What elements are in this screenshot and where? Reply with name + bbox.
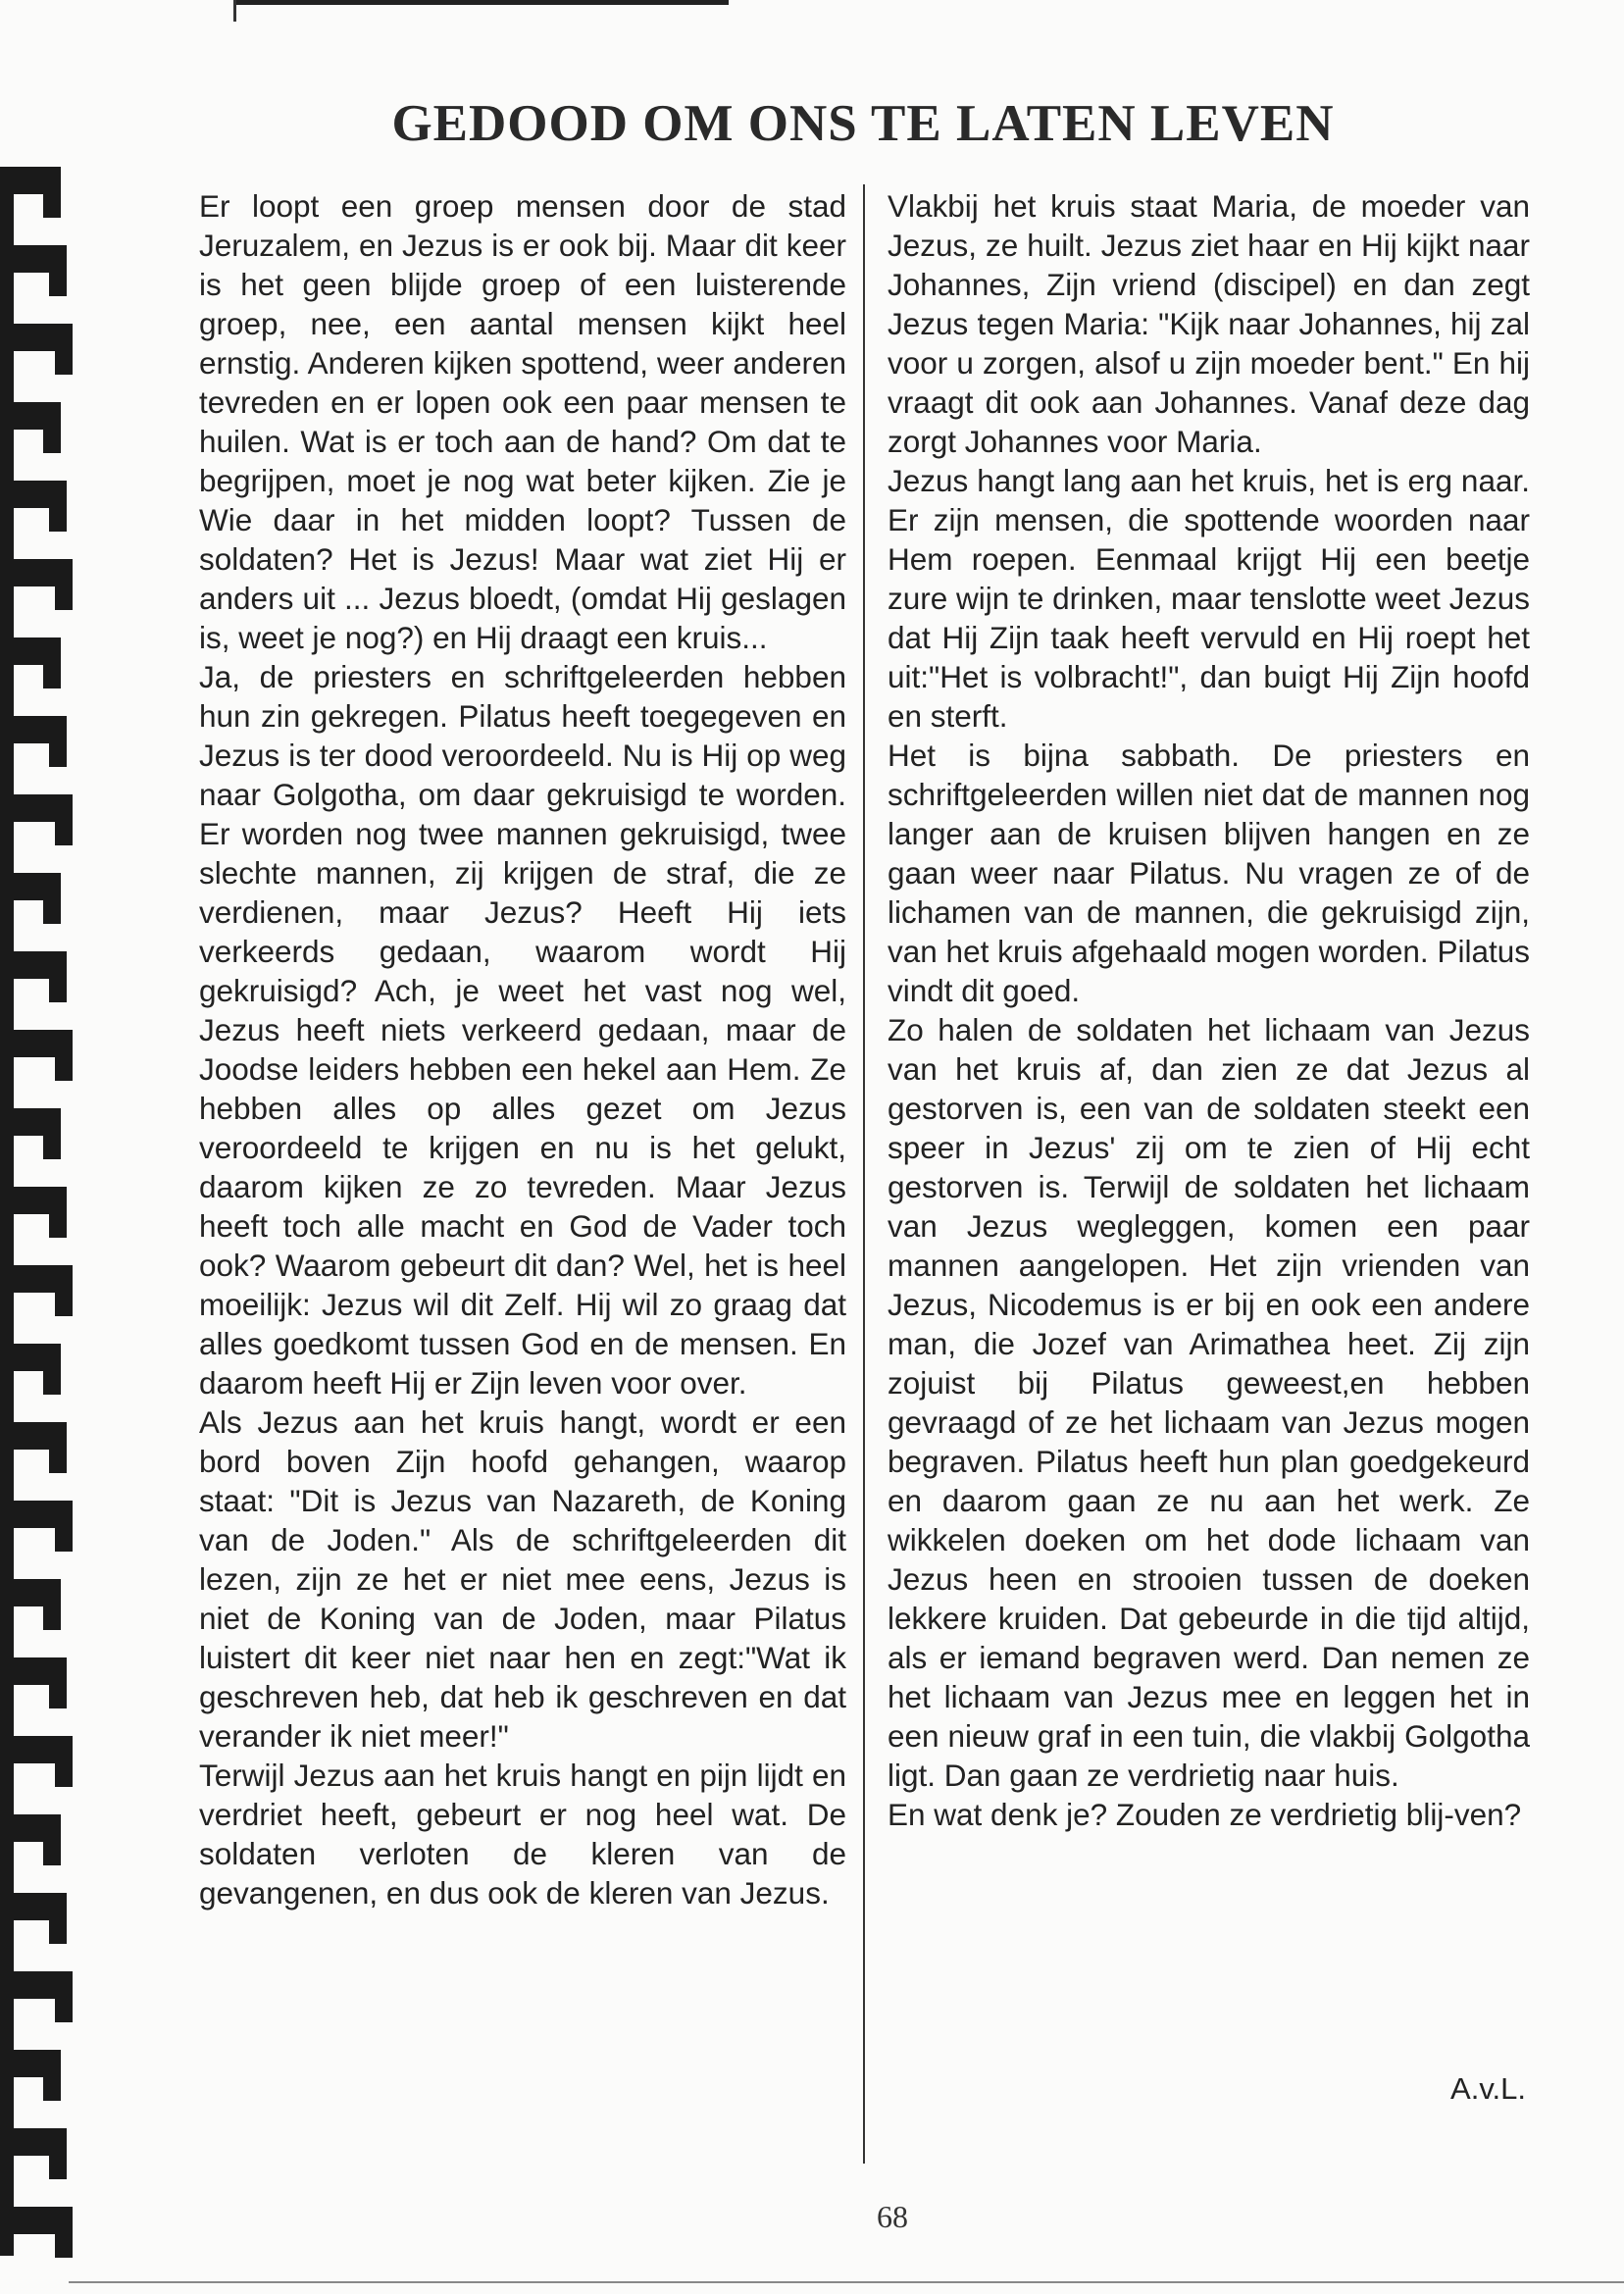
binding-tooth: [0, 245, 67, 273]
binding-tooth-notch: [43, 402, 61, 453]
binding-tooth: [0, 1893, 67, 1920]
binding-tooth: [0, 716, 67, 743]
binding-tooth-notch: [49, 1657, 67, 1708]
paragraph: Ja, de priesters en schriftgeleerden hebben hun zin gekregen. Pilatus heeft toegegeven en Jezus is ter dood veroordeeld. Nu is Hij op weg naar Golgotha, om daar gekruisigd te worden. Er worden nog twee mannen gekruisigd, twee slechte mannen, zij krijgen de straf, die ze verdienen, maar Jezus? Heeft Hij iets verkeerds gedaan, waarom wordt Hij gekruisigd? Ach, je weet het vast nog wel, Jezus heeft niets verkeerd gedaan, maar de Joodse leiders hebben een hekel aan Hem. Ze hebben alles op alles gezet om Jezus veroordeeld te krijgen en nu is het gelukt, daarom kijken ze zo tevreden. Maar Jezus heeft toch alle macht en God de Vader toch ook? Waarom gebeurt dit dan? Wel, het is heel moeilijk: Jezus wil dit Zelf. Hij wil zo graag dat alles goedkomt tussen God en de mensen. En daarom heeft Hij er Zijn leven voor over.: [199, 659, 846, 1401]
paragraph: En wat denk je? Zouden ze verdrietig blij-ven?: [888, 1797, 1522, 1832]
page-title: GEDOOD OM ONS TE LATEN LEVEN: [391, 95, 1335, 152]
binding-tooth: [0, 1265, 73, 1293]
page-number: 68: [877, 2199, 908, 2234]
paragraph: Er loopt een groep mensen door de stad Jeruzalem, en Jezus is er ook bij. Maar dit keer is het geen blijde groep of een luisterende groep, nee, een aantal mensen kijkt heel ernstig. Anderen kijken spottend, weer anderen tevreden en er lopen ook een paar mensen te huilen. Wat is er toch aan de hand? Om dat te begrijpen, moet je nog wat beter kijken. Zie je Wie daar in het midden loopt? Tussen de soldaten? Het is Jezus! Maar wat ziet Hij er anders uit ... Jezus bloedt, (omdat Hij geslagen is, weet je nog?) en Hij draagt een kruis...: [199, 188, 846, 655]
binding-tooth-notch: [49, 1422, 67, 1473]
binding-tooth-notch: [43, 637, 61, 688]
binding-tooth-notch: [55, 1265, 73, 1316]
paragraph: Terwijl Jezus aan het kruis hangt en pijn lijdt en verdriet heeft, gebeurt er nog heel wat. De soldaten verloten de kleren van de gevangenen, en dus ook de kleren van Jezus.: [199, 1758, 846, 1911]
binding-tooth: [0, 2128, 67, 2156]
binding-tooth: [0, 1579, 61, 1606]
binding-tooth-notch: [43, 2050, 61, 2101]
binding-tooth: [0, 1814, 61, 1842]
binding-tooth-notch: [49, 245, 67, 296]
spiral-binding: [0, 167, 88, 2256]
binding-tooth: [0, 1108, 61, 1136]
column-divider: [863, 184, 865, 2164]
binding-tooth-notch: [49, 2128, 67, 2179]
binding-tooth: [0, 1657, 67, 1685]
binding-tooth-notch: [55, 1736, 73, 1787]
paragraph: Vlakbij het kruis staat Maria, de moeder van Jezus, ze huilt. Jezus ziet haar en Hij kijkt naar Johannes, Zijn vriend (discipel) en dan zegt Jezus tegen Maria: "Kijk naar Johannes, hij zal voor u zorgen, alsof u zijn moeder bent." En hij vraagt dit ook aan Johannes. Vanaf deze dag zorgt Johannes voor Maria.: [888, 188, 1530, 459]
binding-tooth: [0, 324, 73, 351]
binding-tooth-notch: [49, 1187, 67, 1238]
paragraph: Als Jezus aan het kruis hangt, wordt er een bord boven Zijn hoofd gehangen, waarop staat: "Dit is Jezus van Nazareth, de Koning van de Joden." Als de schriftgeleerden dit lezen, zijn ze het er niet mee eens, Jezus is niet de Koning van de Joden, maar Pilatus luistert dit keer niet naar hen en zegt:"Wat ik geschreven heb, dat heb ik geschreven en dat verander ik niet meer!": [199, 1404, 846, 1754]
binding-tooth-notch: [49, 951, 67, 1002]
binding-tooth: [0, 1187, 67, 1214]
binding-tooth-notch: [43, 167, 61, 218]
paragraph: Zo halen de soldaten het lichaam van Jezus van het kruis af, dan zien ze dat Jezus al gestorven is, een van de soldaten steekt een speer in Jezus' zij om te zien of Hij echt gestorven is. Terwijl de soldaten het lichaam van Jezus wegleggen, komen een paar mannen aangelopen. Het zijn vrienden van Jezus, Nicodemus is er bij en ook een andere man, die Jozef van Arimathea heet. Zij zijn zojuist bij Pilatus geweest,en hebben gevraagd of ze het lichaam van Jezus mogen begraven. Pilatus heeft hun plan goedgekeurd en daarom gaan ze nu aan het werk. Ze wikkelen doeken om het dode lichaam van Jezus heen en strooien tussen de doeken lekkere kruiden. Dat gebeurde in die tijd altijd, als er iemand begraven werd. Dan nemen ze het lichaam van Jezus mee en leggen het in een nieuw graf in een tuin, die vlakbij Golgotha ligt. Dan gaan ze verdrietig naar huis.: [888, 1012, 1530, 1793]
binding-tooth: [0, 1736, 73, 1763]
binding-tooth: [0, 1422, 67, 1450]
binding-tooth-notch: [43, 1814, 61, 1865]
binding-tooth-notch: [43, 1344, 61, 1395]
binding-tooth: [0, 873, 61, 900]
binding-tooth-notch: [43, 873, 61, 924]
binding-tooth: [0, 559, 73, 586]
binding-tooth: [0, 402, 61, 430]
binding-tooth: [0, 1030, 73, 1057]
binding-tooth: [0, 167, 61, 194]
paragraph: Jezus hangt lang aan het kruis, het is erg naar. Er zijn mensen, die spottende woorden naar Hem roepen. Eenmaal krijgt Hij een beetje zure wijn te drinken, maar tenslotte weet Jezus dat Hij Zijn taak heeft vervuld en Hij roept het uit:"Het is volbracht!", dan buigt Hij Zijn hoofd en sterft.: [888, 463, 1530, 734]
top-rule: [233, 0, 729, 5]
binding-tooth: [0, 794, 73, 822]
binding-tooth-notch: [55, 324, 73, 375]
binding-tooth: [0, 1344, 61, 1371]
binding-tooth: [0, 2050, 61, 2077]
binding-tooth: [0, 951, 67, 979]
binding-tooth: [0, 481, 67, 508]
binding-tooth-notch: [55, 1971, 73, 2022]
binding-tooth-notch: [55, 559, 73, 610]
binding-tooth: [0, 1501, 73, 1528]
binding-tooth: [0, 637, 61, 665]
paragraph: Het is bijna sabbath. De priesters en schriftgeleerden willen niet dat de mannen nog langer aan de kruisen blijven hangen en ze gaan weer naar Pilatus. Nu vragen ze of de lichamen van de mannen, die gekruisigd zijn, van het kruis afgehaald mogen worden. Pilatus vindt dit goed.: [888, 738, 1530, 1008]
author-signature: A.v.L.: [1450, 2071, 1526, 2106]
binding-tooth-notch: [49, 1893, 67, 1944]
binding-tooth-notch: [43, 1108, 61, 1159]
binding-tooth-notch: [55, 1501, 73, 1552]
right-column: [888, 186, 1530, 1834]
binding-tooth-notch: [43, 1579, 61, 1630]
binding-tooth-notch: [49, 716, 67, 767]
binding-tooth-notch: [49, 481, 67, 532]
binding-tooth-notch: [55, 1030, 73, 1081]
top-tick-mark: [233, 0, 236, 22]
binding-tooth: [0, 1971, 73, 1999]
left-column: [199, 186, 846, 1912]
bottom-rule: [69, 2281, 1624, 2283]
binding-tooth-notch: [55, 794, 73, 845]
